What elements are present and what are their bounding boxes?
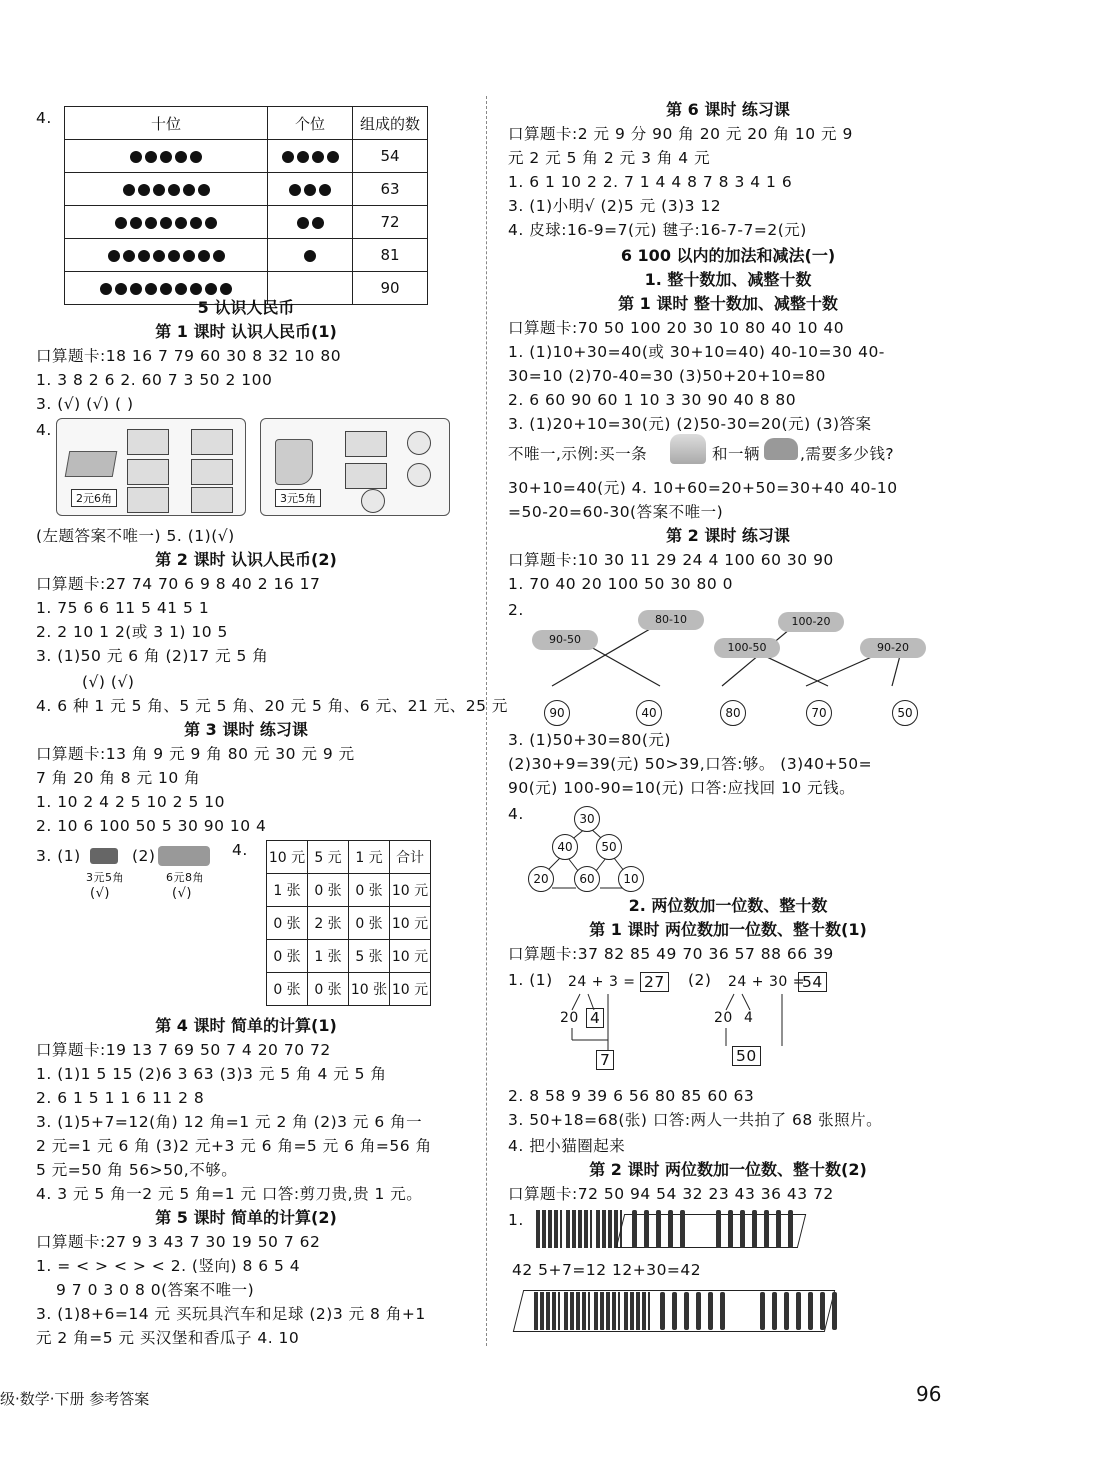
table-row (65, 239, 428, 272)
cell: 0 张 (349, 874, 390, 907)
answer-line: 4. 3 元 5 角一2 元 5 角=1 元 口答:剪刀贵,贵 1 元。 (36, 1185, 423, 1203)
table-row (65, 140, 428, 173)
price-label: 3元5角 (86, 871, 124, 884)
tens-dots (65, 239, 268, 272)
q4-label: 4. (36, 109, 52, 127)
page-number: 96 (916, 1382, 942, 1406)
tree-node: 60 (574, 866, 600, 892)
answer-line: (2) (688, 971, 712, 989)
answer-line: 3. 50+18=68(张) 口答:两人一共拍了 68 张照片。 (508, 1111, 883, 1129)
answer-line: 口算题卡:70 50 100 20 30 10 80 40 10 40 (508, 319, 845, 337)
answer-line: 4. 6 种 1 元 5 角、5 元 5 角、20 元 5 角、6 元、21 元、25 元 (36, 697, 508, 715)
money-picture-2 (260, 418, 450, 516)
answer-line: 3. (1) (36, 847, 81, 865)
sock-icon (275, 439, 313, 485)
answer-line: 口算题卡:37 82 85 49 70 36 57 88 66 39 (508, 945, 834, 963)
answer-line: 1. = < > < > < 2. (竖向) 8 6 5 4 (36, 1257, 301, 1275)
lesson-title: 第 2 课时 认识人民币(2) (155, 550, 337, 569)
stick-bundle (624, 1292, 650, 1330)
caterpillar: 100-20 (778, 612, 844, 632)
cell: 10 元 (390, 907, 431, 940)
stick (672, 1292, 677, 1330)
answer-line: 9 7 0 3 0 8 0(答案不唯一) (56, 1281, 255, 1299)
split-result-value: 54 (798, 972, 827, 992)
number-cell: 54 (353, 140, 428, 173)
answer-line: 1. 10 2 4 2 5 10 2 5 10 (36, 793, 225, 811)
stick (808, 1292, 813, 1330)
lesson-title: 第 1 课时 两位数加一位数、整十数(1) (589, 920, 867, 939)
split-expression: 24 + 30 = (728, 974, 805, 990)
stick (796, 1292, 801, 1330)
answer-line: 3. (1)小明√ (2)5 元 (3)3 12 (508, 197, 722, 215)
banknote-icon (191, 429, 233, 455)
cell: 0 张 (308, 874, 349, 907)
stick (720, 1292, 725, 1330)
place-value-table (64, 106, 428, 305)
cell: 0 张 (267, 973, 308, 1006)
number-cell: 90 (353, 272, 428, 305)
sticks-bundle-diagram-1 (516, 1206, 806, 1252)
lesson-title: 第 2 课时 两位数加一位数、整十数(2) (589, 1160, 867, 1179)
ones-dots (268, 173, 353, 206)
check-mark: (√) (90, 886, 110, 901)
answer-line: 1. (1) (508, 971, 553, 989)
answer-line: 口算题卡:2 元 9 分 90 角 20 元 20 角 10 元 9 (508, 125, 853, 143)
answer-line: 口算题卡:27 9 3 43 7 30 19 50 7 62 (36, 1233, 321, 1251)
stick (660, 1292, 665, 1330)
answer-line: 42 5+7=12 12+30=42 (512, 1261, 702, 1279)
answer-line: 口算题卡:72 50 94 54 32 23 43 36 43 72 (508, 1185, 834, 1203)
lesson-title: 第 6 课时 练习课 (666, 100, 790, 119)
coin-icon (407, 431, 431, 455)
split-lines-2 (712, 990, 812, 1070)
answer-line: (左题答案不唯一) 5. (1)(√) (36, 527, 235, 545)
answer-line: 4. (508, 805, 524, 823)
header-cell: 合计 (390, 841, 431, 874)
cell: 0 张 (349, 907, 390, 940)
header-number: 组成的数 (353, 107, 428, 140)
stick (716, 1210, 721, 1248)
answer-line: 3. (1)50+30=80(元) (508, 731, 671, 749)
stick-bundle (566, 1210, 592, 1248)
answer-line: (2)30+9=39(元) 50>39,口答:够。 (3)40+50= (508, 755, 873, 773)
answer-line: (√) (√) (82, 673, 135, 691)
answer-line: 1. (1)10+30=40(或 30+10=40) 40-10=30 40- (508, 343, 885, 361)
stick (728, 1210, 733, 1248)
number-cell: 72 (353, 206, 428, 239)
header-cell: 10 元 (267, 841, 308, 874)
split-result-value: 27 (640, 972, 669, 992)
table-row (65, 173, 428, 206)
cell: 0 张 (267, 907, 308, 940)
banknote-icon (127, 487, 169, 513)
stick (632, 1210, 637, 1248)
answer-line: 2. 6 1 5 1 1 6 11 2 8 (36, 1089, 205, 1107)
answer-line: 口算题卡:13 角 9 元 9 角 80 元 30 元 9 元 (36, 745, 355, 763)
answer-line: 3. (1)5+7=12(角) 12 角=1 元 2 角 (2)3 元 6 角一 (36, 1113, 423, 1131)
stick (760, 1292, 765, 1330)
answer-line: 4. 皮球:16-9=7(元) 毽子:16-7-7=2(元) (508, 221, 807, 239)
cell: 10 张 (349, 973, 390, 1006)
answer-line: 2. 8 58 9 39 6 56 80 85 60 63 (508, 1087, 755, 1105)
header-cell: 1 元 (349, 841, 390, 874)
cell: 1 张 (308, 940, 349, 973)
split-part: 4 (744, 1010, 754, 1026)
number-cell: 81 (353, 239, 428, 272)
lesson-title: 第 1 课时 认识人民币(1) (155, 322, 337, 341)
skirt-icon (670, 434, 706, 464)
answer-line: 口算题卡:19 13 7 69 50 7 4 20 70 72 (36, 1041, 331, 1059)
answer-line: 2. 2 10 1 2(或 3 1) 10 5 (36, 623, 228, 641)
duck-number: 80 (720, 700, 746, 726)
pencil-box-icon (158, 846, 210, 866)
answer-line: 30=10 (2)70-40=30 (3)50+20+10=80 (508, 367, 826, 385)
split-part: 20 (714, 1010, 733, 1026)
stick (740, 1210, 745, 1248)
tree-node: 50 (596, 834, 622, 860)
stick-bundle (534, 1292, 560, 1330)
duck-number: 50 (892, 700, 918, 726)
header-ones: 个位 (268, 107, 353, 140)
ones-dots (268, 140, 353, 173)
cell: 10 元 (390, 940, 431, 973)
answer-line: 2. (508, 601, 524, 619)
answer-line: 1. (508, 1211, 524, 1229)
tree-node: 30 (574, 806, 600, 832)
lesson-title: 第 2 课时 练习课 (666, 526, 790, 545)
cell: 2 张 (308, 907, 349, 940)
toy-car-icon (764, 438, 798, 460)
answer-line: (2) (132, 847, 156, 865)
split-part-value: 7 (596, 1050, 614, 1070)
answer-line: =50-20=60-30(答案不唯一) (508, 503, 724, 521)
cell: 0 张 (267, 940, 308, 973)
answer-line: 2. 10 6 100 50 5 30 90 10 4 (36, 817, 267, 835)
split-result (798, 972, 827, 992)
stick (788, 1210, 793, 1248)
answer-line: 不唯一,示例:买一条 (508, 445, 648, 463)
answer-line: 7 角 20 角 8 元 10 角 (36, 769, 201, 787)
cell: 1 张 (267, 874, 308, 907)
split-part: 20 (560, 1010, 579, 1026)
table-row (65, 206, 428, 239)
lesson-title: 第 4 课时 简单的计算(1) (155, 1016, 337, 1035)
price-tag: 2元6角 (71, 489, 117, 507)
split-part (586, 1008, 604, 1028)
cell: 0 张 (308, 973, 349, 1006)
stick (668, 1210, 673, 1248)
stick (764, 1210, 769, 1248)
answer-line: 口算题卡:27 74 70 6 9 8 40 2 16 17 (36, 575, 321, 593)
duck-number: 70 (806, 700, 832, 726)
table-row (267, 874, 431, 907)
answer-line: 3. (1)20+10=30(元) (2)50-30=20(元) (3)答案 (508, 415, 872, 433)
answer-line: 90(元) 100-90=10(元) 口答:应找回 10 元钱。 (508, 779, 856, 797)
split-expression: 24 + 3 = (568, 974, 636, 990)
split-part-value: 50 (732, 1046, 761, 1066)
stick (752, 1210, 757, 1248)
answer-line: 1. 6 1 10 2 2. 7 1 4 4 8 7 8 3 4 1 6 (508, 173, 793, 191)
stick-bundle (564, 1292, 590, 1330)
answer-line: 1. (1)1 5 15 (2)6 3 63 (3)3 元 5 角 4 元 5 角 (36, 1065, 387, 1083)
answer-line: 元 2 角=5 元 买汉堡和香瓜子 4. 10 (36, 1329, 300, 1347)
caterpillar: 90-20 (860, 638, 926, 658)
price-label: 6元8角 (166, 871, 204, 884)
lesson-title: 第 5 课时 简单的计算(2) (155, 1208, 337, 1227)
banknote-icon (127, 459, 169, 485)
stick (708, 1292, 713, 1330)
price-tag: 3元5角 (275, 489, 321, 507)
answer-line: 2 元=1 元 6 角 (3)2 元+3 元 6 角=5 元 6 角=56 角 (36, 1137, 432, 1155)
ones-dots (268, 239, 353, 272)
caterpillar: 100-50 (714, 638, 780, 658)
coin-icon (361, 489, 385, 513)
toy-gun-icon (90, 848, 118, 864)
section-title: 2. 两位数加一位数、整十数 (628, 896, 828, 915)
answer-line: 口算题卡:10 30 11 29 24 4 100 60 30 90 (508, 551, 834, 569)
tree-node: 40 (552, 834, 578, 860)
banknote-icon (345, 463, 387, 489)
answer-line: 4. (36, 421, 52, 439)
caterpillar: 80-10 (638, 610, 704, 630)
money-picture-1 (56, 418, 246, 516)
stick-bundle (536, 1210, 562, 1248)
answer-line: 3. (1)50 元 6 角 (2)17 元 5 角 (36, 647, 269, 665)
banknote-icon (127, 429, 169, 455)
stick (656, 1210, 661, 1248)
cell: 5 张 (349, 940, 390, 973)
banknote-icon (191, 459, 233, 485)
stick (772, 1292, 777, 1330)
answer-line: 3. (1)8+6=14 元 买玩具汽车和足球 (2)3 元 8 角+1 (36, 1305, 426, 1323)
lesson-title: 第 1 课时 整十数加、减整十数 (618, 294, 838, 313)
answer-line: 4. 把小猫圈起来 (508, 1137, 626, 1155)
split-part-value: 4 (586, 1008, 604, 1028)
column-divider (486, 96, 487, 1346)
answer-line: 2. 6 60 90 60 1 10 3 30 90 40 8 80 (508, 391, 797, 409)
tree-node: 10 (618, 866, 644, 892)
banknote-icon (345, 431, 387, 457)
answer-line: 和一辆 (712, 445, 761, 463)
stick (696, 1292, 701, 1330)
answer-line: ,需要多少钱? (800, 445, 895, 463)
tens-dots (65, 206, 268, 239)
banknote-icon (191, 487, 233, 513)
duck-number: 40 (636, 700, 662, 726)
answer-line: 口算题卡:18 16 7 79 60 30 8 32 10 80 (36, 347, 342, 365)
tens-dots (65, 140, 268, 173)
unit-title: 5 认识人民币 (197, 298, 295, 317)
cell: 10 元 (390, 973, 431, 1006)
stick (644, 1210, 649, 1248)
lesson-title: 第 3 课时 练习课 (184, 720, 308, 739)
footer-text: 级·数学·下册 参考答案 (0, 1390, 150, 1408)
unit-title: 6 100 以内的加法和减法(一) (620, 246, 836, 265)
sticks-bundle-diagram-2 (514, 1284, 854, 1336)
header-cell: 5 元 (308, 841, 349, 874)
duck-number: 90 (544, 700, 570, 726)
tree-node: 20 (528, 866, 554, 892)
table-row (267, 907, 431, 940)
section-title: 1. 整十数加、减整十数 (644, 270, 812, 289)
answer-line: 1. 75 6 6 11 5 41 5 1 (36, 599, 210, 617)
stick-bundle (594, 1292, 620, 1330)
stick (784, 1292, 789, 1330)
answer-line: 5 元=50 角 56>50,不够。 (36, 1161, 238, 1179)
number-cell: 63 (353, 173, 428, 206)
stick (776, 1210, 781, 1248)
split-result (640, 972, 669, 992)
coin-icon (407, 463, 431, 487)
check-mark: (√) (172, 886, 192, 901)
answer-line: 3. (√) (√) ( ) (36, 395, 134, 413)
answer-line: 1. 70 40 20 100 50 30 80 0 (508, 575, 733, 593)
split-part (596, 1050, 614, 1070)
stick (832, 1292, 837, 1330)
tens-dots (65, 173, 268, 206)
pencil-case-icon (65, 451, 118, 477)
stick (820, 1292, 825, 1330)
stick (684, 1292, 689, 1330)
ones-dots (268, 206, 353, 239)
table-row (267, 973, 431, 1006)
caterpillar: 90-50 (532, 630, 598, 650)
answer-line: 4. (232, 841, 248, 859)
table-row (267, 940, 431, 973)
split-part (732, 1046, 761, 1066)
money-table (266, 840, 431, 1006)
answer-line: 30+10=40(元) 4. 10+60=20+50=30+40 40-10 (508, 479, 898, 497)
stick (680, 1210, 685, 1248)
answer-line: 元 2 元 5 角 2 元 3 角 4 元 (508, 149, 711, 167)
answer-line: 1. 3 8 2 6 2. 60 7 3 50 2 100 (36, 371, 273, 389)
cell: 10 元 (390, 874, 431, 907)
header-tens: 十位 (65, 107, 268, 140)
